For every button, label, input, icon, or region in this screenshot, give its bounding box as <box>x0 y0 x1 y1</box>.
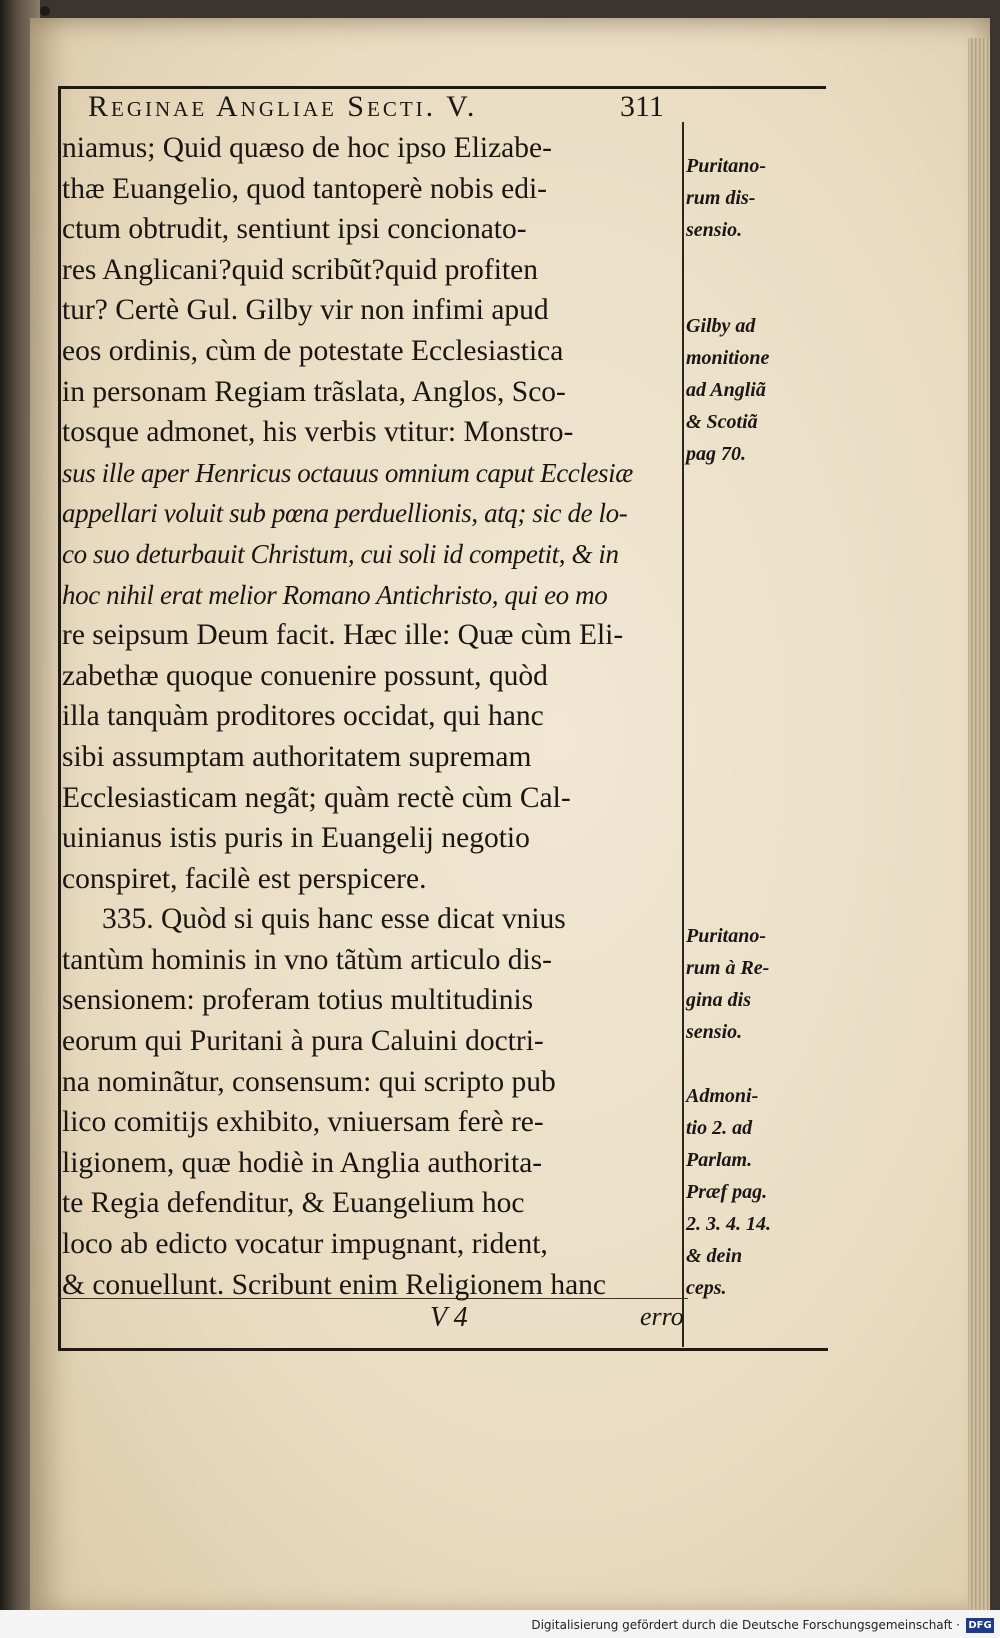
text-line: niamus; Quid quæso de hoc ipso Elizabe- <box>62 132 552 164</box>
text-line: illa tanquàm proditores occidat, qui hanc <box>62 700 544 733</box>
catchword: erro <box>640 1302 684 1331</box>
text-line: tantùm hominis in vno tãtùm articulo dis- <box>62 943 552 976</box>
text-line: loco ab edicto vocatur impugnant, rident, <box>62 1228 548 1261</box>
text-line: & conuellunt. Scribunt enim Religionem hanc <box>62 1268 607 1301</box>
page-block-edge <box>968 38 990 1628</box>
margin-note-admonitio: Admoni- tio 2. ad Parlam. Præf pag. 2. 3. 4. 14. & dein ceps. <box>686 1085 771 1299</box>
margin-note-regina-dissent: Puritano- rum à Re- gina dis sensio. <box>686 925 770 1043</box>
text-line: res Anglicani?quid scribũt?quid profiten <box>62 253 538 286</box>
quotation-line: sus ille aper Henricus octauus omnium caput Ecclesiæ <box>62 457 633 488</box>
text-line: uinianus istis puris in Euangelij negotio <box>62 822 530 855</box>
text-line: ligionem, quæ hodiè in Anglia authorita- <box>62 1146 543 1179</box>
text-line: lico comitijs exhibito, vniuersam ferè re- <box>62 1106 544 1139</box>
bottom-rule <box>58 1348 828 1351</box>
text-line: sibi assumptam authoritatem supremam <box>62 740 532 773</box>
margin-note-puritan-dissent: Puritano- rum dis- sensio. <box>686 155 767 241</box>
text-line: tur? Certè Gul. Gilby vir non infimi apud <box>62 294 549 327</box>
text-line: zabethæ quoque conuenire possunt, quòd <box>62 659 548 692</box>
text-line: eos ordinis, cùm de potestate Ecclesiastica <box>62 334 564 367</box>
text-line: tosque admonet, his verbis vtitur: Monstro- <box>62 416 574 449</box>
text-line: sensionem: proferam totius multitudinis <box>62 984 534 1017</box>
text-line: na nominãtur, consensum: qui scripto pub <box>62 1065 556 1098</box>
credit-bar <box>0 1610 1000 1638</box>
text-line: re seipsum Deum facit. Hæc ille: Quæ cùm Eli- <box>62 619 624 652</box>
binding-mark <box>40 6 50 16</box>
running-title: Reginae Angliae Secti. V. <box>88 90 478 123</box>
credit-text: Digitalisierung gefördert durch die Deutsche Forschungsgemeinschaft · <box>531 1618 960 1632</box>
margin-divider-rule <box>682 122 684 1347</box>
quotation-line: hoc nihil erat melior Romano Antichristo, qui eo mo <box>62 579 608 610</box>
signature-mark: V 4 <box>430 1302 468 1333</box>
text-line: ctum obtrudit, sentiunt ipsi concionato- <box>62 213 527 246</box>
text-line: eorum qui Puritani à pura Caluini doctri- <box>62 1025 544 1058</box>
text-line: Ecclesiasticam negãt; quàm rectè cùm Cal- <box>62 781 571 814</box>
text-line: te Regia defenditur, & Euangelium hoc <box>62 1187 525 1220</box>
text-line: conspiret, facilè est perspicere. <box>62 862 427 895</box>
page-number: 311 <box>620 90 664 123</box>
quotation-line: co suo deturbauit Christum, cui soli id competit, & in <box>62 538 619 569</box>
main-text-block <box>62 128 682 1305</box>
quotation-line: appellari voluit sub pœna perduellionis, atq; sic de lo- <box>62 498 628 529</box>
dfg-logo: DFG <box>966 1618 994 1633</box>
paragraph-start-line: 335. Quòd si quis hanc esse dicat vnius <box>102 903 566 936</box>
top-rule <box>58 86 826 89</box>
left-frame-rule <box>58 88 61 1350</box>
margin-note-gilby: Gilby ad monitione ad Angliã & Scotiã pag 70. <box>686 315 770 465</box>
text-line: in personam Regiam trãslata, Anglos, Sco- <box>62 375 566 408</box>
text-line: thæ Euangelio, quod tantoperè nobis edi- <box>62 172 548 205</box>
